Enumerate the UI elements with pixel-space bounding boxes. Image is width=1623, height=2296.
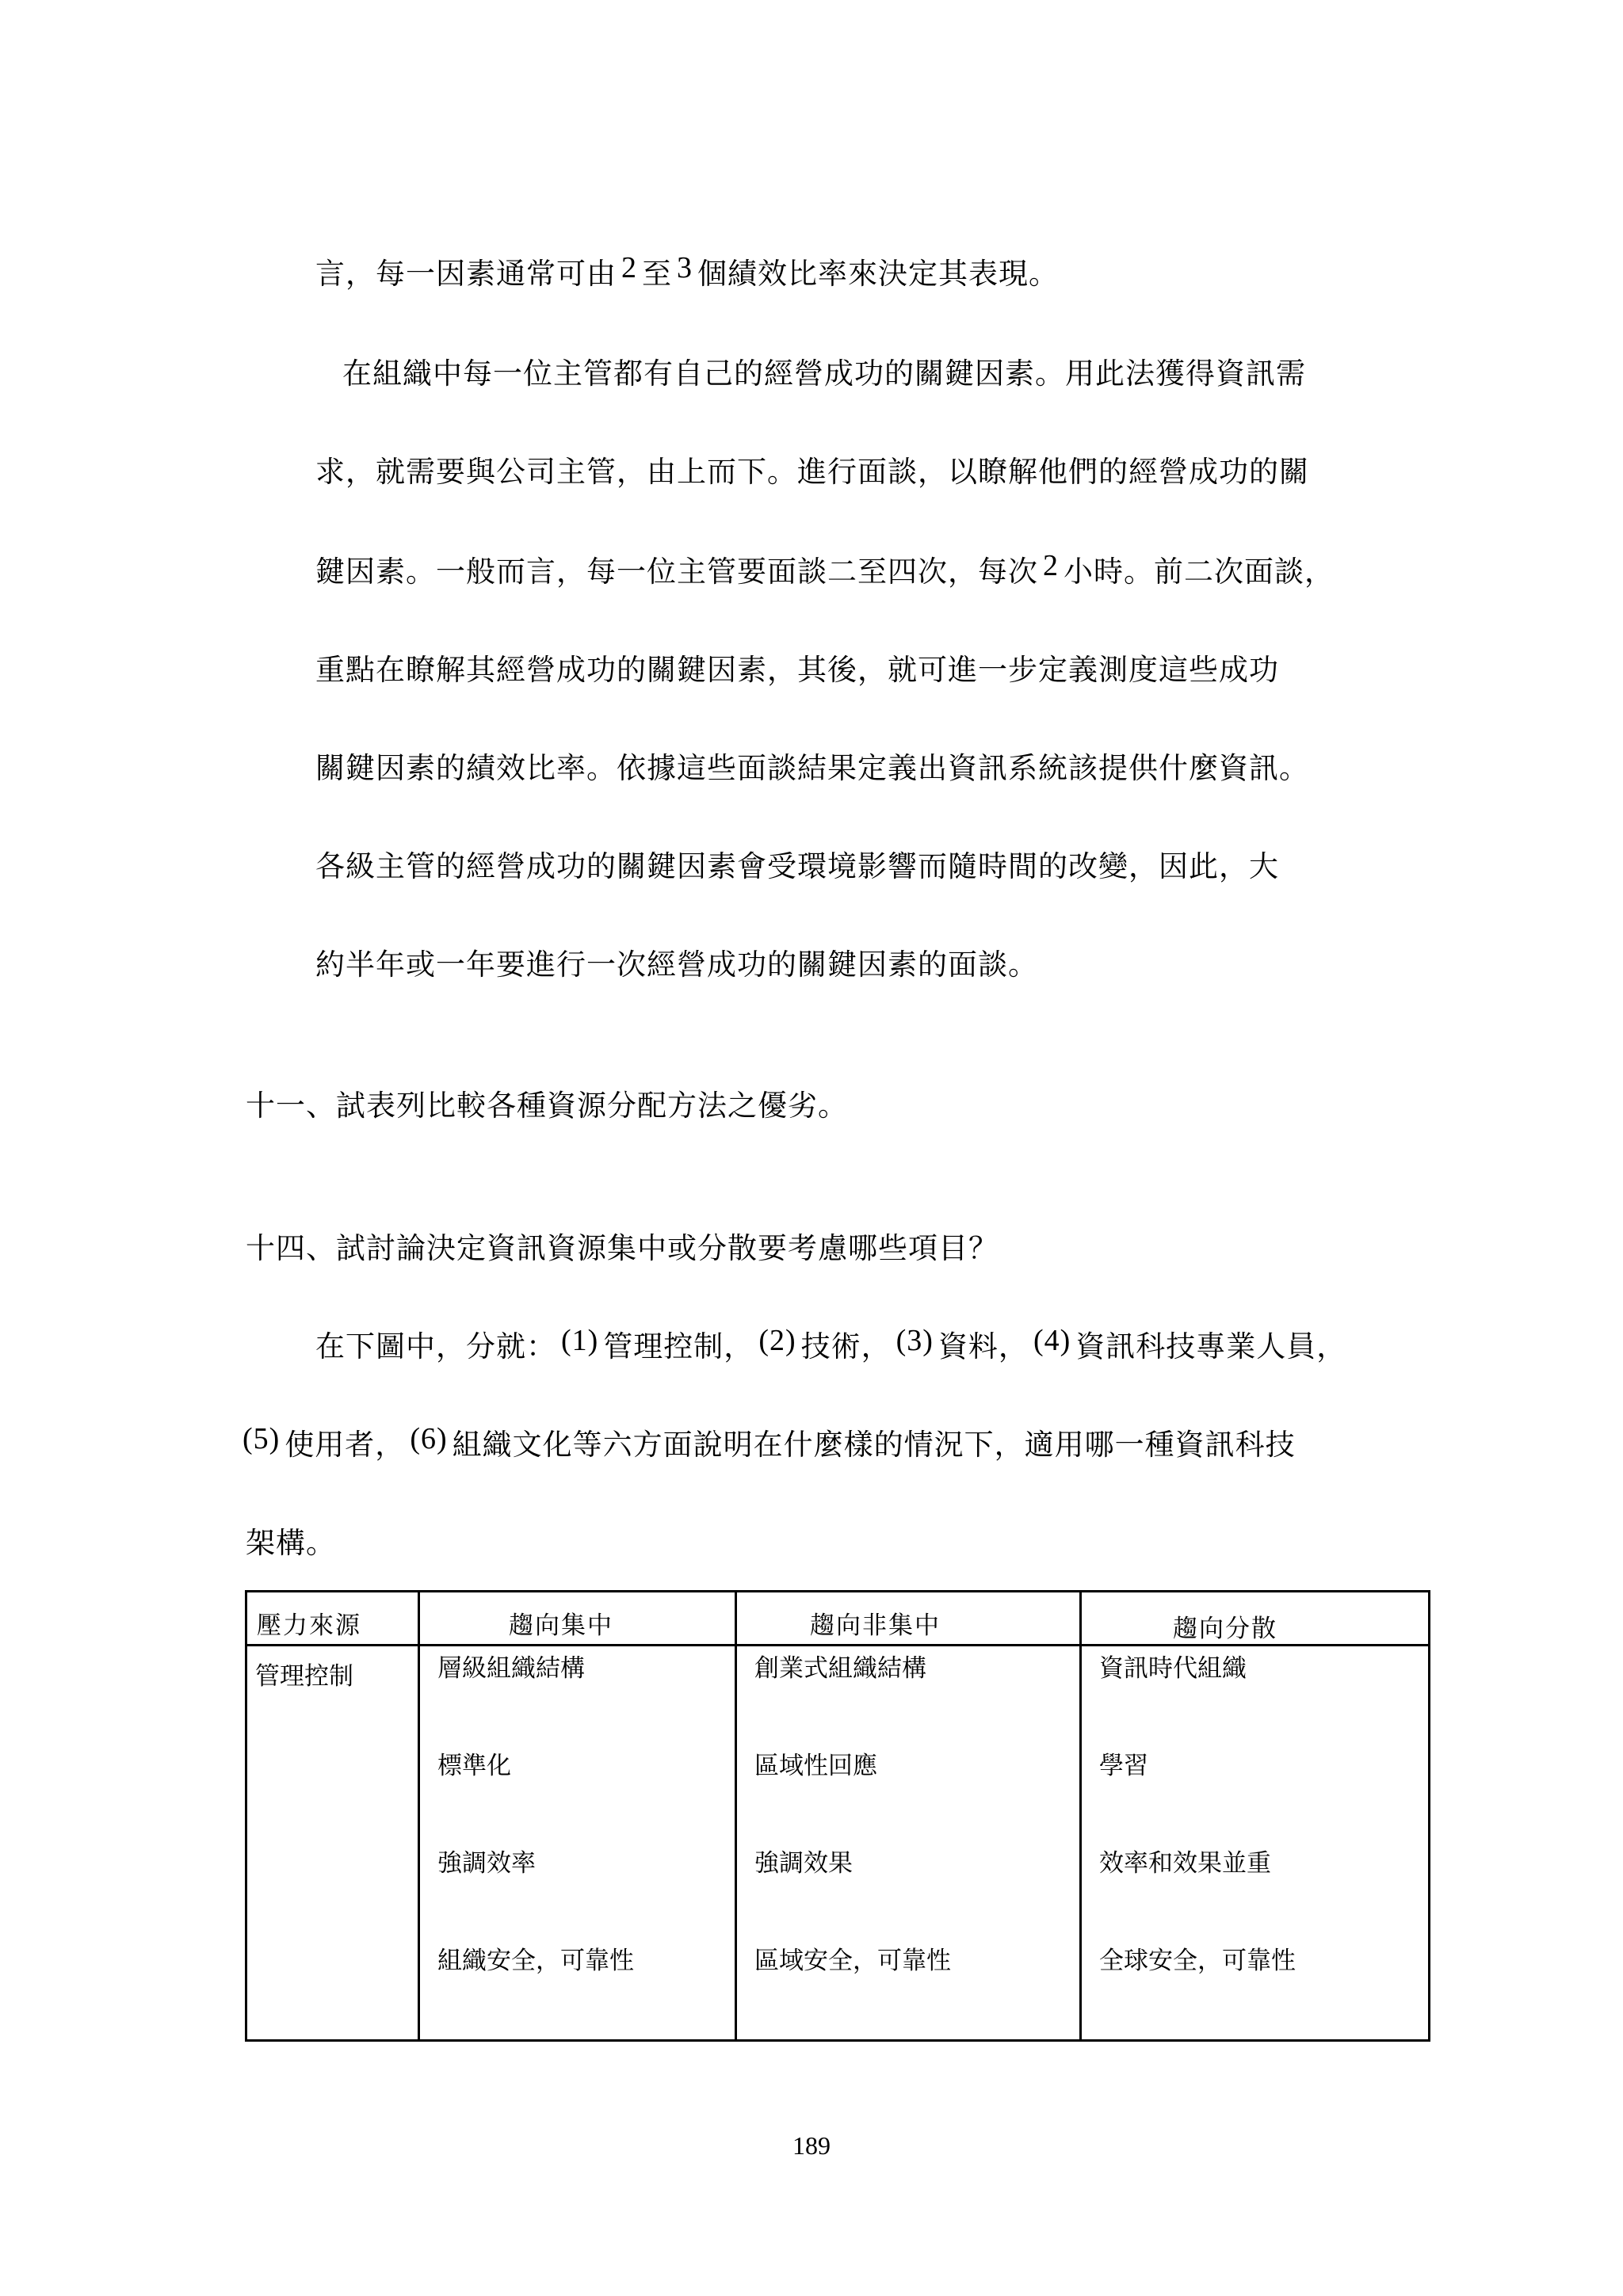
text-segment: 資料，	[938, 1329, 1029, 1363]
decentralized-list	[737, 1646, 1079, 2039]
paragraph1-line1	[315, 251, 1059, 293]
number: 3	[677, 251, 693, 284]
list-item: 學習	[1099, 1752, 1148, 1780]
table-cell	[246, 1646, 419, 2041]
list-item: 組織安全，可靠性	[437, 1947, 634, 1975]
list-item: 區域性回應	[754, 1752, 877, 1780]
text-segment: 言，每一因素通常可由	[315, 257, 617, 291]
table-cell	[736, 1646, 1081, 2041]
text-segment: 使用者，	[285, 1428, 406, 1462]
paragraph2-line2: 求，就需要與公司主管，由上而下。進行面談，以瞭解他們的經營成功的關	[315, 455, 1309, 489]
list-item: 效率和效果並重	[1099, 1849, 1271, 1878]
paragraph2-line6: 各級主管的經營成功的關鍵因素會受環境影響而隨時間的改變，因此，大	[315, 849, 1279, 883]
number: (3)	[896, 1324, 934, 1357]
table-row	[246, 1646, 1430, 2041]
list-item: 區域安全，可靠性	[754, 1947, 951, 1975]
text-segment: 技術，	[800, 1329, 892, 1363]
page-number: 189	[792, 2131, 831, 2160]
question-11: 十一、試表列比較各種資源分配方法之優劣。	[246, 1089, 848, 1123]
text-segment: 鍵因素。一般而言，每一位主管要面談二至四次，每次	[315, 555, 1038, 589]
paragraph2-line3	[315, 549, 1335, 591]
number: 2	[621, 251, 637, 284]
list-item: 強調效率	[437, 1849, 536, 1878]
table-cell	[419, 1646, 736, 2041]
table-header-cell	[419, 1592, 736, 1646]
header-distributed: 趨向分散	[1173, 1615, 1277, 1643]
text-segment: 管理控制，	[603, 1329, 754, 1363]
list-item: 全球安全，可靠性	[1099, 1947, 1296, 1975]
table-header-row	[246, 1592, 1430, 1646]
paragraph2-line7: 約半年或一年要進行一次經營成功的關鍵因素的面談。	[315, 948, 1038, 982]
number: (4)	[1033, 1324, 1071, 1357]
row-source: 管理控制	[255, 1662, 353, 1691]
list-item: 標準化	[437, 1752, 511, 1780]
list-item: 強調效果	[754, 1849, 853, 1878]
table-header-cell	[1081, 1592, 1430, 1646]
number: (5)	[242, 1422, 281, 1455]
table-header-cell	[246, 1592, 419, 1646]
centralized-list	[420, 1646, 735, 2039]
pressure-source-table	[245, 1590, 1430, 2042]
header-decentralized: 趨向非集中	[810, 1611, 941, 1640]
header-centralized: 趨向集中	[509, 1611, 613, 1640]
number: 2	[1043, 549, 1059, 582]
list-item: 創業式組織結構	[754, 1654, 926, 1683]
number: (6)	[410, 1422, 448, 1455]
paragraph2-line5: 關鍵因素的績效比率。依據這些面談結果定義出資訊系統該提供什麼資訊。	[315, 751, 1309, 785]
list-item: 層級組織結構	[437, 1654, 585, 1683]
list-item: 資訊時代組織	[1099, 1654, 1247, 1683]
table-cell	[1081, 1646, 1430, 2041]
text-segment: 資訊科技專業人員，	[1075, 1329, 1347, 1363]
paragraph2-line1: 在組織中每一位主管都有自己的經營成功的關鍵因素。用此法獲得資訊需	[342, 357, 1306, 391]
text-segment: 組織文化等六方面說明在什麼樣的情況下，適用哪一種資訊科技	[452, 1428, 1296, 1462]
table-header-cell	[736, 1592, 1081, 1646]
question-14: 十四、試討論決定資訊資源集中或分散要考慮哪些項目？	[246, 1231, 999, 1265]
text-segment: 個績效比率來決定其表現。	[697, 257, 1059, 291]
paragraph2-line4: 重點在瞭解其經營成功的關鍵因素，其後，就可進一步定義測度這些成功	[315, 653, 1279, 687]
header-source: 壓力來源	[257, 1611, 361, 1640]
number: (1)	[561, 1324, 599, 1357]
number: (2)	[758, 1324, 796, 1357]
text-segment: 小時。前二次面談，	[1064, 555, 1335, 589]
distributed-list	[1082, 1646, 1428, 2039]
answer14-line1	[315, 1324, 1347, 1366]
text-segment: 在下圖中，分就：	[315, 1329, 556, 1363]
answer14-line2	[242, 1422, 1296, 1464]
text-segment: 至	[642, 257, 672, 291]
answer14-line3: 架構。	[246, 1526, 336, 1560]
